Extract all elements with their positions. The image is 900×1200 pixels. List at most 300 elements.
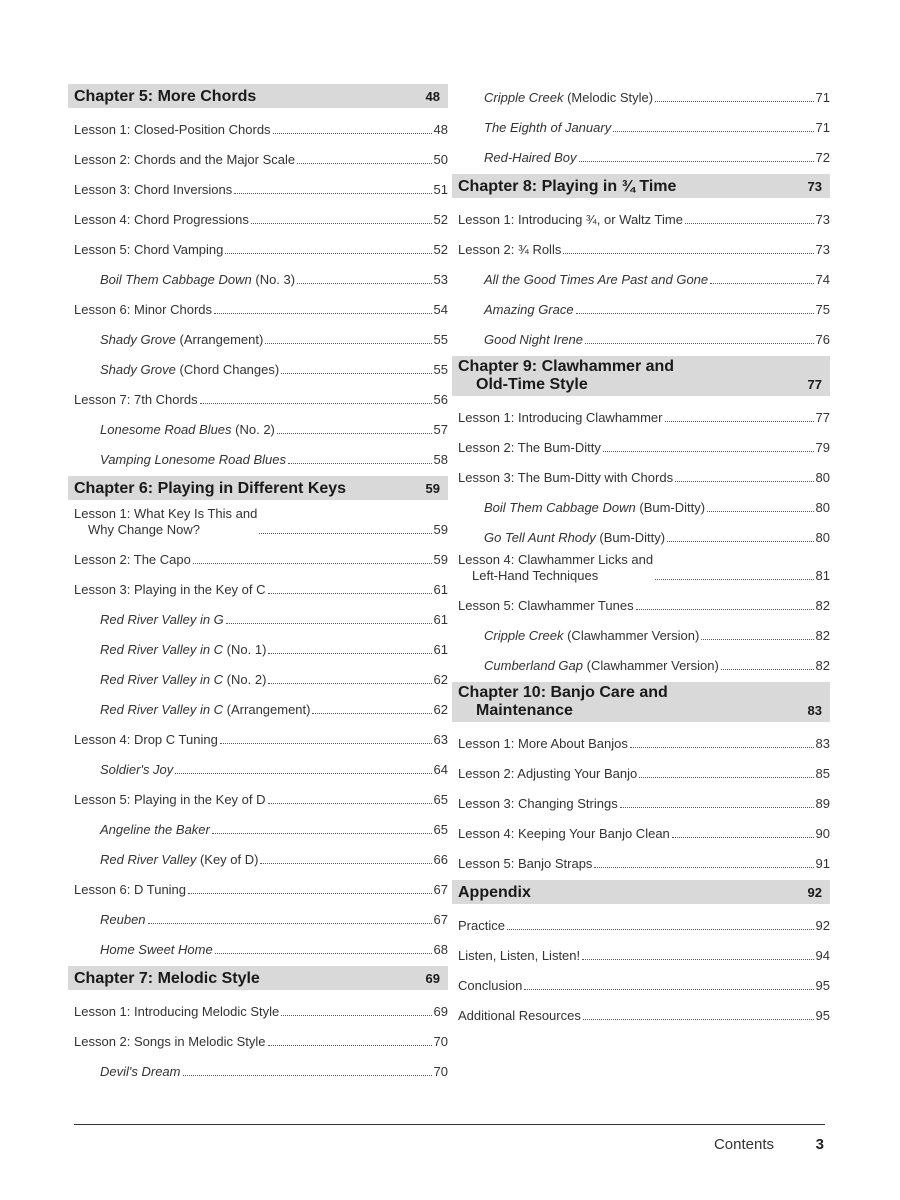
- toc-song-entry[interactable]: [452, 494, 830, 516]
- song-note: (No. 3): [251, 272, 296, 287]
- page-number: 73: [815, 242, 830, 257]
- page-number: 80: [815, 500, 830, 515]
- page-number: 52: [433, 212, 448, 227]
- page-number: 61: [433, 612, 448, 627]
- lesson-label: [458, 552, 653, 584]
- dot-leader: [585, 343, 814, 344]
- toc-lesson-entry[interactable]: [68, 998, 448, 1020]
- toc-song-entry[interactable]: [452, 326, 830, 348]
- song-label: [100, 762, 173, 778]
- lesson-label: [74, 732, 218, 748]
- lesson-label: [74, 122, 271, 138]
- song-title: All the Good Times Are Past and Gone: [484, 272, 709, 287]
- dot-leader: [214, 313, 432, 314]
- page-number: 90: [815, 826, 830, 841]
- page-number: 95: [815, 1008, 830, 1023]
- lesson-label: [458, 598, 634, 614]
- page-number: 65: [433, 792, 448, 807]
- lesson-label: [74, 182, 232, 198]
- song-label: [484, 500, 705, 516]
- song-label: [100, 672, 266, 688]
- dot-leader: [148, 923, 432, 924]
- page-number: 50: [433, 152, 448, 167]
- lesson-title-line-2: Left-Hand Techniques: [472, 568, 599, 583]
- chapter-page-number: 48: [425, 89, 440, 104]
- toc-lesson-entry[interactable]: [68, 116, 448, 138]
- lesson-title: Lesson 7: 7th Chords: [74, 392, 198, 407]
- dot-leader: [200, 403, 432, 404]
- dot-leader: [583, 1019, 814, 1020]
- toc-lesson-entry[interactable]: [452, 760, 830, 782]
- lesson-title: Lesson 4: Clawhammer Licks and: [458, 552, 654, 567]
- song-label: [484, 90, 653, 106]
- lesson-title: Lesson 3: The Bum-Ditty with Chords: [458, 470, 674, 485]
- song-note: (No. 2): [223, 672, 267, 687]
- page-number: 80: [815, 470, 830, 485]
- chapter-title: [458, 684, 668, 720]
- lesson-title: Listen, Listen, Listen!: [458, 948, 581, 963]
- page-number: 71: [815, 90, 830, 105]
- lesson-label: [74, 302, 212, 318]
- chapter-page-number: 83: [807, 703, 822, 718]
- page-number: 89: [815, 796, 830, 811]
- lesson-label: [74, 1004, 279, 1020]
- chapter-heading[interactable]: [452, 356, 830, 396]
- toc-song-entry[interactable]: [68, 356, 448, 378]
- chapter-page-number: 92: [807, 885, 822, 900]
- song-label: [100, 822, 210, 838]
- toc-lesson-entry[interactable]: [452, 554, 830, 584]
- dot-leader: [251, 223, 432, 224]
- lesson-label: [458, 918, 505, 934]
- chapter-heading[interactable]: [452, 682, 830, 722]
- toc-song-entry[interactable]: [68, 636, 448, 658]
- lesson-title: Lesson 5: Playing in the Key of D: [74, 792, 266, 807]
- lesson-title: Practice: [458, 918, 505, 933]
- page-number: 55: [433, 362, 448, 377]
- toc-lesson-entry[interactable]: [452, 592, 830, 614]
- lesson-label: [458, 796, 618, 812]
- toc-lesson-entry[interactable]: [452, 942, 830, 964]
- chapter-page-number: 73: [807, 179, 822, 194]
- song-title: Soldier's Joy: [100, 762, 174, 777]
- song-title: Home Sweet Home: [100, 942, 213, 957]
- lesson-label: [458, 1008, 581, 1024]
- song-title: Shady Grove: [100, 362, 176, 377]
- chapter-title-line: Chapter 9: Clawhammer and: [458, 358, 675, 375]
- footer-label: Contents: [713, 1136, 774, 1153]
- toc-lesson-entry[interactable]: [452, 404, 830, 426]
- song-note: (Clawhammer Version): [583, 658, 719, 673]
- lesson-label: [458, 440, 601, 456]
- song-note: (No. 1): [223, 642, 267, 657]
- lesson-title: Lesson 2: The Bum-Ditty: [458, 440, 601, 455]
- song-title: Boil Them Cabbage Down: [484, 500, 636, 515]
- dot-leader: [297, 283, 431, 284]
- lesson-title: Lesson 3: Playing in the Key of C: [74, 582, 266, 597]
- lesson-label: [458, 470, 673, 486]
- dot-leader: [175, 773, 431, 774]
- song-label: [484, 120, 611, 136]
- song-title: Lonesome Road Blues: [100, 422, 232, 437]
- chapter-heading[interactable]: [68, 84, 448, 108]
- dot-leader: [576, 313, 814, 314]
- page-number: 61: [433, 642, 448, 657]
- dot-leader: [297, 163, 431, 164]
- page-number: 82: [815, 658, 830, 673]
- lesson-title: Conclusion: [458, 978, 523, 993]
- chapter-title-line: Chapter 7: Melodic Style: [74, 970, 260, 987]
- page-number: 68: [433, 942, 448, 957]
- page-number: 80: [815, 530, 830, 545]
- song-label: [100, 702, 310, 718]
- song-note: (Bum-Ditty): [635, 500, 706, 515]
- chapter-title-line: Appendix: [458, 884, 531, 901]
- chapter-page-number: 69: [425, 971, 440, 986]
- lesson-title: Lesson 2: The Capo: [74, 552, 191, 567]
- toc-lesson-entry[interactable]: [452, 236, 830, 258]
- song-note: (Bum-Ditty): [595, 530, 666, 545]
- dot-leader: [582, 959, 813, 960]
- page-number: 57: [433, 422, 448, 437]
- song-title: Go Tell Aunt Rhody: [484, 530, 596, 545]
- lesson-title: Lesson 4: Chord Progressions: [74, 212, 249, 227]
- page-number: 54: [433, 302, 448, 317]
- song-title: Red River Valley in G: [100, 612, 224, 627]
- toc-lesson-entry[interactable]: [68, 146, 448, 168]
- page-number: 61: [433, 582, 448, 597]
- lesson-label: [458, 242, 561, 258]
- page-number: 56: [433, 392, 448, 407]
- page-number: 94: [815, 948, 830, 963]
- toc-song-entry[interactable]: [452, 524, 830, 546]
- song-label: [100, 332, 263, 348]
- dot-leader: [188, 893, 432, 894]
- toc-song-entry[interactable]: [68, 936, 448, 958]
- song-note: (Clawhammer Version): [563, 628, 700, 643]
- page-number: 73: [815, 212, 830, 227]
- chapter-title: [74, 970, 260, 988]
- page-number: 67: [433, 912, 448, 927]
- toc-song-entry[interactable]: [452, 266, 830, 288]
- song-title: Good Night Irene: [484, 332, 584, 347]
- song-title: Reuben: [100, 912, 146, 927]
- lesson-label: [458, 410, 663, 426]
- dot-leader: [268, 653, 431, 654]
- chapter-page-number: 59: [425, 481, 440, 496]
- lesson-title: Lesson 4: Drop C Tuning: [74, 732, 218, 747]
- dot-leader: [685, 223, 814, 224]
- dot-leader: [268, 593, 432, 594]
- dot-leader: [220, 743, 432, 744]
- chapter-title-line: Chapter 5: More Chords: [74, 88, 257, 105]
- dot-leader: [675, 481, 813, 482]
- lesson-title: Lesson 2: Chords and the Major Scale: [74, 152, 296, 167]
- page-number: 63: [433, 732, 448, 747]
- page-number: 82: [815, 628, 830, 643]
- chapter-heading[interactable]: [452, 880, 830, 904]
- toc-song-entry[interactable]: [452, 652, 830, 674]
- page-number: 59: [433, 552, 448, 567]
- song-label: [100, 422, 275, 438]
- dot-leader: [268, 683, 431, 684]
- song-label: [100, 612, 224, 628]
- toc-lesson-entry[interactable]: [68, 176, 448, 198]
- song-label: [100, 452, 286, 468]
- dot-leader: [655, 579, 813, 580]
- page-number: 66: [433, 852, 448, 867]
- page-number: 67: [433, 882, 448, 897]
- song-title: Red River Valley in C: [100, 642, 224, 657]
- dot-leader: [579, 161, 814, 162]
- page-number: 64: [433, 762, 448, 777]
- page-number: 48: [433, 122, 448, 137]
- toc-song-entry[interactable]: [68, 906, 448, 928]
- chapter-title: [74, 480, 346, 498]
- song-label: [484, 628, 699, 644]
- lesson-label: [74, 152, 295, 168]
- song-label: [100, 942, 213, 958]
- dot-leader: [524, 989, 813, 990]
- toc-song-entry[interactable]: [68, 1058, 448, 1080]
- song-label: [484, 658, 719, 674]
- toc-lesson-entry[interactable]: [68, 206, 448, 228]
- toc-lesson-entry[interactable]: [68, 386, 448, 408]
- dot-leader: [603, 451, 814, 452]
- toc-song-entry[interactable]: [452, 296, 830, 318]
- page-number: 65: [433, 822, 448, 837]
- dot-leader: [701, 639, 813, 640]
- song-title: Devil's Dream: [100, 1064, 181, 1079]
- lesson-label: [74, 552, 191, 568]
- toc-lesson-entry[interactable]: [452, 206, 830, 228]
- dot-leader: [312, 713, 431, 714]
- toc-lesson-entry[interactable]: [68, 786, 448, 808]
- song-label: [484, 150, 577, 166]
- chapter-title: [458, 884, 531, 902]
- lesson-title: Lesson 1: More About Banjos: [458, 736, 628, 751]
- toc-song-entry[interactable]: [68, 816, 448, 838]
- song-title: Vamping Lonesome Road Blues: [100, 452, 286, 467]
- page-number: 83: [815, 736, 830, 751]
- chapter-title: [458, 178, 676, 196]
- toc-lesson-entry[interactable]: [68, 546, 448, 568]
- chapter-heading[interactable]: [68, 476, 448, 500]
- dot-leader: [225, 253, 431, 254]
- lesson-label: [74, 882, 186, 898]
- page-number: 82: [815, 598, 830, 613]
- dot-leader: [226, 623, 432, 624]
- dot-leader: [672, 837, 814, 838]
- page-number: 53: [433, 272, 448, 287]
- song-title: Cripple Creek: [484, 90, 564, 105]
- dot-leader: [636, 609, 814, 610]
- toc-lesson-entry[interactable]: [68, 236, 448, 258]
- dot-leader: [281, 1015, 431, 1016]
- toc-song-entry[interactable]: [68, 846, 448, 868]
- page-number: 74: [815, 272, 830, 287]
- toc-song-entry[interactable]: [68, 416, 448, 438]
- chapter-title-line: Chapter 10: Banjo Care and: [458, 684, 668, 701]
- lesson-label: [74, 582, 266, 598]
- lesson-title: Lesson 5: Clawhammer Tunes: [458, 598, 634, 613]
- dot-leader: [193, 563, 432, 564]
- toc-song-entry[interactable]: [452, 114, 830, 136]
- toc-lesson-entry[interactable]: [452, 730, 830, 752]
- chapter-heading[interactable]: [68, 966, 448, 990]
- dot-leader: [563, 253, 813, 254]
- song-title: Angeline the Baker: [100, 822, 210, 837]
- dot-leader: [630, 747, 814, 748]
- toc-lesson-entry[interactable]: [68, 1028, 448, 1050]
- toc-right-column: [452, 84, 830, 1032]
- lesson-label: [74, 792, 266, 808]
- page-number: 58: [433, 452, 448, 467]
- dot-leader: [183, 1075, 432, 1076]
- page-number: 52: [433, 242, 448, 257]
- song-note: (Arrangement): [175, 332, 264, 347]
- chapter-title: [74, 88, 256, 106]
- song-title: The Eighth of January: [484, 120, 612, 135]
- chapter-title-line-2: Maintenance: [476, 702, 573, 719]
- toc-lesson-entry[interactable]: [452, 1002, 830, 1024]
- page-number: 62: [433, 672, 448, 687]
- lesson-label: [458, 826, 670, 842]
- page-number: 81: [815, 568, 830, 583]
- chapter-title-line: Chapter 6: Playing in Different Keys: [74, 480, 347, 497]
- dot-leader: [265, 343, 431, 344]
- toc-song-entry[interactable]: [68, 266, 448, 288]
- lesson-title: Lesson 1: Introducing Clawhammer: [458, 410, 663, 425]
- lesson-title: Lesson 1: Introducing ¾, or Waltz Time: [458, 212, 683, 227]
- lesson-title: Lesson 2: Adjusting Your Banjo: [458, 766, 638, 781]
- dot-leader: [667, 541, 813, 542]
- dot-leader: [665, 421, 814, 422]
- toc-song-entry[interactable]: [68, 696, 448, 718]
- dot-leader: [507, 929, 814, 930]
- lesson-label: [458, 856, 592, 872]
- page-number: 51: [433, 182, 448, 197]
- toc-lesson-entry[interactable]: [68, 296, 448, 318]
- toc-lesson-entry[interactable]: [452, 464, 830, 486]
- toc-lesson-entry[interactable]: [452, 434, 830, 456]
- song-title: Amazing Grace: [484, 302, 574, 317]
- song-title: Cumberland Gap: [484, 658, 583, 673]
- song-note: (Arrangement): [223, 702, 311, 717]
- lesson-label: [74, 392, 198, 408]
- page-number: 77: [815, 410, 830, 425]
- song-label: [484, 272, 708, 288]
- song-note: (Key of D): [196, 852, 259, 867]
- song-title: Red River Valley in C: [100, 702, 224, 717]
- page-number: 62: [433, 702, 448, 717]
- toc-lesson-entry[interactable]: [452, 790, 830, 812]
- page-number: 71: [815, 120, 830, 135]
- lesson-label: [458, 212, 683, 228]
- toc-song-entry[interactable]: [452, 144, 830, 166]
- dot-leader: [288, 463, 432, 464]
- dot-leader: [620, 807, 814, 808]
- song-label: [100, 912, 146, 928]
- dot-leader: [613, 131, 813, 132]
- lesson-title-line-2: Why Change Now?: [88, 522, 200, 537]
- toc-lesson-entry[interactable]: [452, 972, 830, 994]
- page-number: 91: [815, 856, 830, 871]
- footer-rule: [74, 1124, 825, 1125]
- song-label: [484, 302, 574, 318]
- page-number: 76: [815, 332, 830, 347]
- dot-leader: [281, 373, 431, 374]
- song-label: [100, 1064, 181, 1080]
- toc-song-entry[interactable]: [452, 622, 830, 644]
- lesson-label: [74, 242, 223, 258]
- footer-page-number: 3: [815, 1136, 824, 1153]
- song-label: [100, 852, 258, 868]
- page-number: 92: [815, 918, 830, 933]
- toc-lesson-entry[interactable]: [452, 820, 830, 842]
- lesson-label: [458, 948, 580, 964]
- dot-leader: [721, 669, 814, 670]
- toc-song-entry[interactable]: [68, 446, 448, 468]
- toc-song-entry[interactable]: [68, 666, 448, 688]
- toc-lesson-entry[interactable]: [452, 912, 830, 934]
- lesson-title: Lesson 6: D Tuning: [74, 882, 187, 897]
- toc-song-entry[interactable]: [68, 606, 448, 628]
- lesson-label: [74, 1034, 266, 1050]
- page-number: 70: [433, 1034, 448, 1049]
- page-number: 79: [815, 440, 830, 455]
- page-number: 59: [433, 522, 448, 537]
- dot-leader: [260, 863, 431, 864]
- song-label: [100, 272, 295, 288]
- dot-leader: [273, 133, 432, 134]
- dot-leader: [639, 777, 813, 778]
- song-label: [100, 642, 266, 658]
- toc-song-entry[interactable]: [68, 756, 448, 778]
- toc-song-entry[interactable]: [452, 84, 830, 106]
- toc-lesson-entry[interactable]: [68, 876, 448, 898]
- song-note: (Melodic Style): [563, 90, 654, 105]
- lesson-title: Lesson 6: Minor Chords: [74, 302, 213, 317]
- song-label: [484, 530, 665, 546]
- lesson-title: Lesson 2: Songs in Melodic Style: [74, 1034, 266, 1049]
- chapter-heading[interactable]: [452, 174, 830, 198]
- lesson-title: Lesson 1: What Key Is This and: [74, 506, 258, 521]
- toc-lesson-entry[interactable]: [68, 726, 448, 748]
- song-label: [484, 332, 583, 348]
- lesson-label: [458, 978, 522, 994]
- chapter-page-number: 77: [807, 377, 822, 392]
- dot-leader: [268, 803, 432, 804]
- toc-lesson-entry[interactable]: [68, 508, 448, 538]
- lesson-title: Lesson 3: Chord Inversions: [74, 182, 233, 197]
- toc-song-entry[interactable]: [68, 326, 448, 348]
- lesson-title: Lesson 5: Banjo Straps: [458, 856, 593, 871]
- dot-leader: [215, 953, 432, 954]
- lesson-label: [458, 766, 637, 782]
- toc-lesson-entry[interactable]: [452, 850, 830, 872]
- song-title: Red-Haired Boy: [484, 150, 577, 165]
- dot-leader: [707, 511, 813, 512]
- dot-leader: [594, 867, 813, 868]
- page-number: 95: [815, 978, 830, 993]
- song-title: Cripple Creek: [484, 628, 564, 643]
- dot-leader: [259, 533, 431, 534]
- toc-left-column: [68, 84, 448, 1088]
- page-number: 70: [433, 1064, 448, 1079]
- page-number: 85: [815, 766, 830, 781]
- toc-lesson-entry[interactable]: [68, 576, 448, 598]
